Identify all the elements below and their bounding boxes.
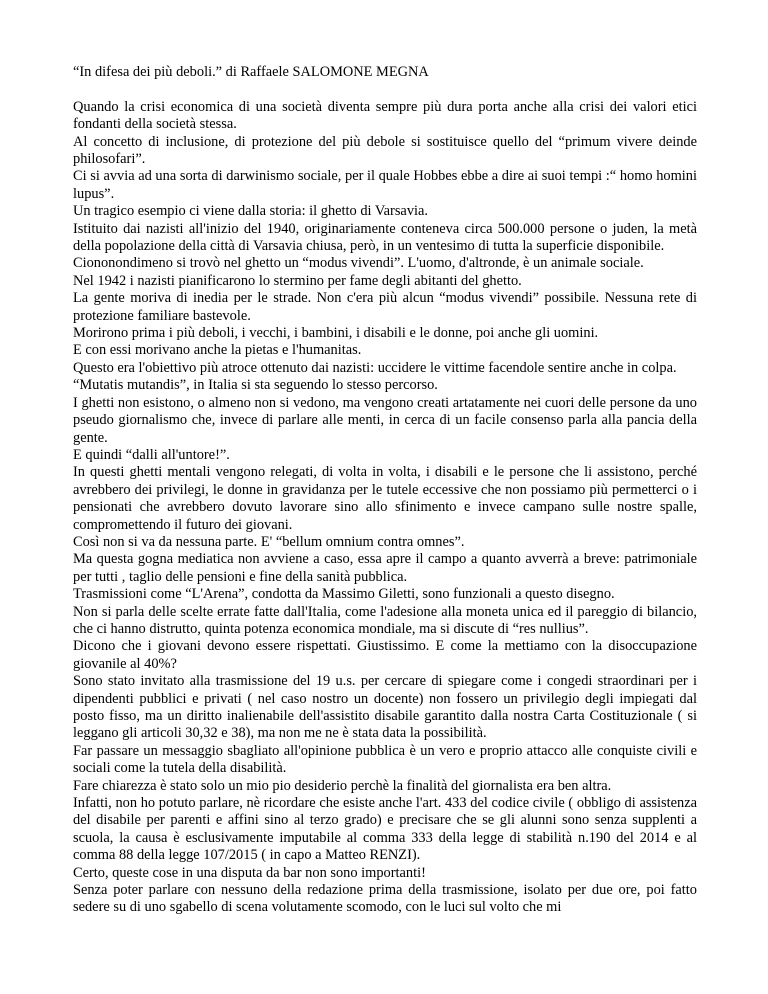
paragraph: La gente moriva di inedia per le strade. Non c'era più alcun “modus vivendi” possibile. Nessuna rete di protezione familiare bastevole. (73, 290, 697, 324)
paragraph: Nel 1942 i nazisti pianificarono lo stermino per fame degli abitanti del ghetto. (73, 272, 522, 289)
paragraph: Ma questa gogna mediatica non avviene a caso, essa apre il campo a quanto avverrà a breve: patrimoniale per tutti , taglio delle pensioni e fine della sanità pubblica. (73, 551, 697, 585)
paragraph: Sono stato invitato alla trasmissione del 19 u.s. per cercare di spiegare come i congedi straordinari per i dipendenti pubblici e privati ( nel caso nostro un docente) non fossero un privilegio degli impiegati dal posto fisso, ma un diritto inalienabile dell'assistito disabile garantito dalla nostra Carta Costituzionale ( si leggano gli articoli 30,32 e 38), ma non me ne è stata data la possibilità. (73, 673, 697, 742)
paragraph: Far passare un messaggio sbagliato all'opinione pubblica è un vero e proprio attacco alle conquiste civili e sociali come la tutela della disabilità. (73, 742, 697, 777)
paragraph: In questi ghetti mentali vengono relegati, di volta in volta, i disabili e le persone che li assistono, perché avrebbero dei privilegi, le donne in gravidanza per le tutele eccessive che non possiamo più permetterci o i pensionati che avrebbero dovuto lavorare sino allo sfinimento e invece campano sulle nostre spalle, compromettendo il futuro dei giovani. (73, 464, 697, 533)
paragraph: Morirono prima i più deboli, i vecchi, i bambini, i disabili e le donne, poi anche gli uomini. (73, 325, 599, 342)
paragraph: Istituito dai nazisti all'inizio del 1940, originariamente conteneva circa 500.000 persone o juden, la metà della popolazione della città di Varsavia chiusa, però, in un ventesimo di tutta la superficie disponibile. (73, 220, 697, 255)
paragraph: Senza poter parlare con nessuno della redazione prima della trasmissione, isolato per due ore, poi fatto sedere su di uno sgabello di scena volutamente scomodo, con le luci sul volto che mi (73, 882, 697, 916)
paragraph: Trasmissioni come “L'Arena”, condotta da Massimo Giletti, sono funzionali a questo disegno. (73, 586, 615, 603)
paragraph: E con essi morivano anche la pietas e l'humanitas. (73, 342, 362, 359)
document-page (73, 64, 697, 917)
paragraph: Così non si va da nessuna parte. E' “bellum omnium contra omnes”. (73, 533, 465, 550)
paragraph: Certo, queste cose in una disputa da bar non sono importanti! (73, 864, 426, 881)
paragraph: “Mutatis mutandis”, in Italia si sta seguendo lo stesso percorso. (73, 377, 438, 394)
paragraph: I ghetti non esistono, o almeno non si vedono, ma vengono creati artatamente nei cuori delle persone da uno pseudo giornalismo che, invece di parlare alle menti, in cerca di un facile consenso parla alla pancia della gente. (73, 394, 697, 446)
paragraph: Ciononondimeno si trovò nel ghetto un “modus vivendi”. L'uomo, d'altronde, è un animale sociale. (73, 255, 644, 272)
paragraph: Questo era l'obiettivo più atroce ottenuto dai nazisti: uccidere le vittime facendole sentire anche in colpa. (73, 359, 677, 376)
paragraph: Un tragico esempio ci viene dalla storia: il ghetto di Varsavia. (73, 203, 429, 220)
paragraph: Dicono che i giovani devono essere rispettati. Giustissimo. E come la mettiamo con la disoccupazione giovanile al 40%? (73, 638, 697, 672)
paragraph: Non si parla delle scelte errate fatte dall'Italia, come l'adesione alla moneta unica ed il pareggio di bilancio, che ci hanno distrutto, quinta potenza economica mondiale, ma si discute di “res nullius”. (73, 603, 697, 637)
paragraph: Fare chiarezza è stato solo un mio pio desiderio perchè la finalità del giornalista era ben altra. (73, 777, 612, 794)
paragraph: Al concetto di inclusione, di protezione del più debole si sostituisce quello del “primum vivere deinde philosofari”. (73, 133, 697, 168)
paragraph: E quindi “dalli all'untore!”. (73, 446, 230, 463)
document-body (73, 99, 697, 917)
paragraph: Ci si avvia ad una sorta di darwinismo sociale, per il quale Hobbes ebbe a dire ai suoi tempi :“ homo homini lupus”. (73, 168, 697, 202)
paragraph: Quando la crisi economica di una società diventa sempre più dura porta anche alla crisi dei valori etici fondanti della società stessa. (73, 98, 697, 133)
paragraph: Infatti, non ho potuto parlare, nè ricordare che esiste anche l'art. 433 del codice civile ( obbligo di assistenza del disabile per parenti e affini sino al terzo grado) e precisare che se gli alunni sono senza supplenti a scuola, la causa è esclusivamente imputabile al comma 333 della legge di stabilità n.190 del 2014 e al comma 88 della legge 107/2015 ( in capo a Matteo RENZI). (73, 795, 697, 864)
document-title: “In difesa dei più deboli.” di Raffaele SALOMONE MEGNA (73, 64, 429, 80)
